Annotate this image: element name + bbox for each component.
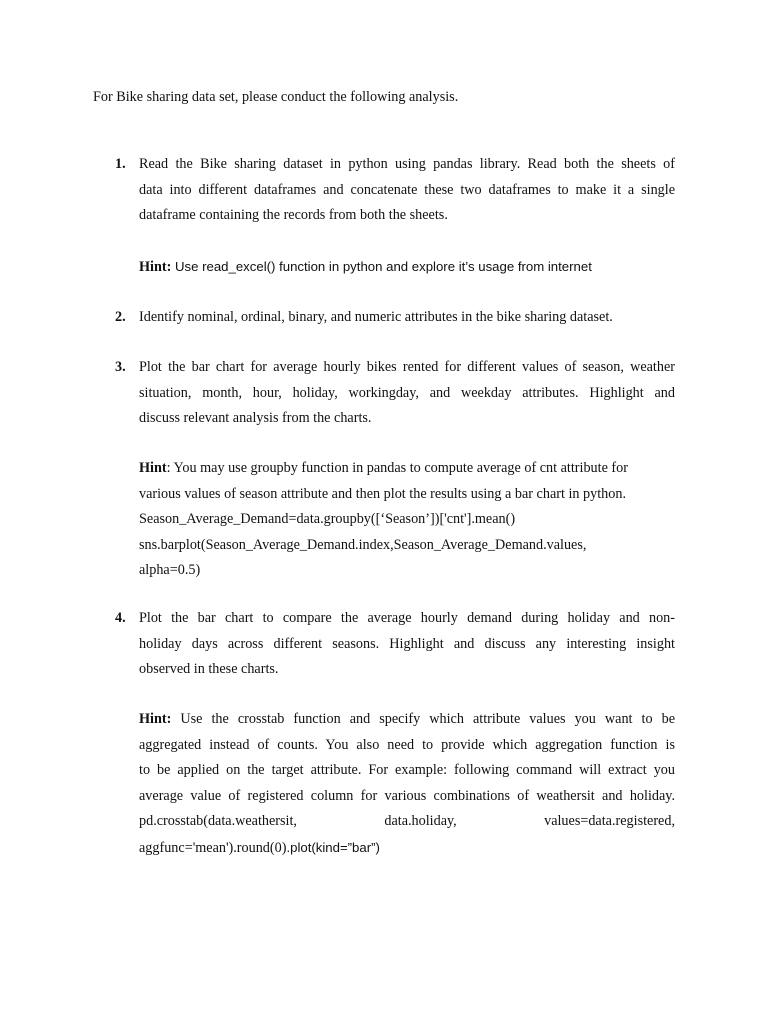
text-line: Read the Bike sharing dataset in python using pandas library. Read both the sheets of — [139, 156, 675, 172]
list-item-4 — [115, 606, 675, 683]
item-number: 2. — [115, 309, 126, 325]
list-item-2 — [115, 305, 675, 331]
text-line: Plot the bar chart to compare the average hourly demand during holiday and non- — [139, 610, 675, 626]
hint-text: Use read_excel() function in python and explore it’s usage from internet — [171, 259, 592, 274]
hint-line — [139, 456, 675, 482]
text-line: observed in these charts. — [139, 661, 279, 677]
list-item-3 — [115, 355, 675, 432]
text-line: Identify nominal, ordinal, binary, and numeric attributes in the bike sharing dataset. — [139, 309, 613, 325]
hint-3 — [139, 456, 675, 584]
list-item-1 — [115, 152, 675, 229]
text-line: holiday days across different seasons. Highlight and discuss any interesting insight — [139, 635, 675, 652]
text-line: dataframe containing the records from both the sheets. — [139, 207, 448, 223]
text-line: Plot the bar chart for average hourly bikes rented for different values of season, weather — [139, 359, 675, 375]
code-line — [139, 835, 675, 861]
intro-text: For Bike sharing data set, please conduct the following analysis. — [93, 89, 459, 105]
hint-text: : You may use groupby function in pandas to compute average of cnt attribute for — [166, 460, 628, 476]
hint-line: to be applied on the target attribute. For example: following command will extract you — [139, 762, 675, 778]
item-text — [139, 355, 675, 432]
hint-1 — [139, 254, 675, 280]
hint-line: aggregated instead of counts. You also need to provide which aggregation function is — [139, 736, 675, 753]
code-line — [139, 809, 675, 835]
code-line: alpha=0.5) — [139, 562, 201, 578]
hint-label: Hint — [139, 460, 167, 476]
hint-line — [139, 707, 675, 733]
code-text: aggfunc='mean').round(0) — [139, 839, 287, 856]
code-tail: .plot(kind=”bar”) — [286, 839, 380, 855]
item-text — [139, 305, 675, 331]
text-line: data into different dataframes and concatenate these two dataframes to make it a single — [139, 181, 675, 198]
hint-4 — [139, 707, 675, 860]
hint-text: Use the crosstab function and specify which attribute values you want to be — [171, 711, 675, 727]
item-text — [139, 606, 675, 683]
item-number: 3. — [115, 359, 126, 375]
item-text — [139, 152, 675, 229]
text-line: discuss relevant analysis from the charts. — [139, 410, 372, 426]
hint-label: Hint: — [139, 259, 172, 275]
code-line: sns.barplot(Season_Average_Demand.index,Season_Average_Demand.values, — [139, 536, 587, 553]
hint-line: various values of season attribute and then plot the results using a bar chart in python. — [139, 485, 626, 502]
item-number: 1. — [115, 156, 126, 172]
hint-line — [139, 254, 675, 280]
code-text: pd.crosstab(data.weathersit, data.holiday, values=data.registered, — [139, 813, 675, 829]
text-line: situation, month, hour, holiday, workingday, and weekday attributes. Highlight and — [139, 384, 675, 401]
hint-label: Hint: — [139, 711, 172, 727]
hint-line: average value of registered column for various combinations of weathersit and holiday. — [139, 787, 675, 804]
item-number: 4. — [115, 610, 126, 626]
code-line: Season_Average_Demand=data.groupby([‘Season’])['cnt'].mean() — [139, 511, 516, 527]
